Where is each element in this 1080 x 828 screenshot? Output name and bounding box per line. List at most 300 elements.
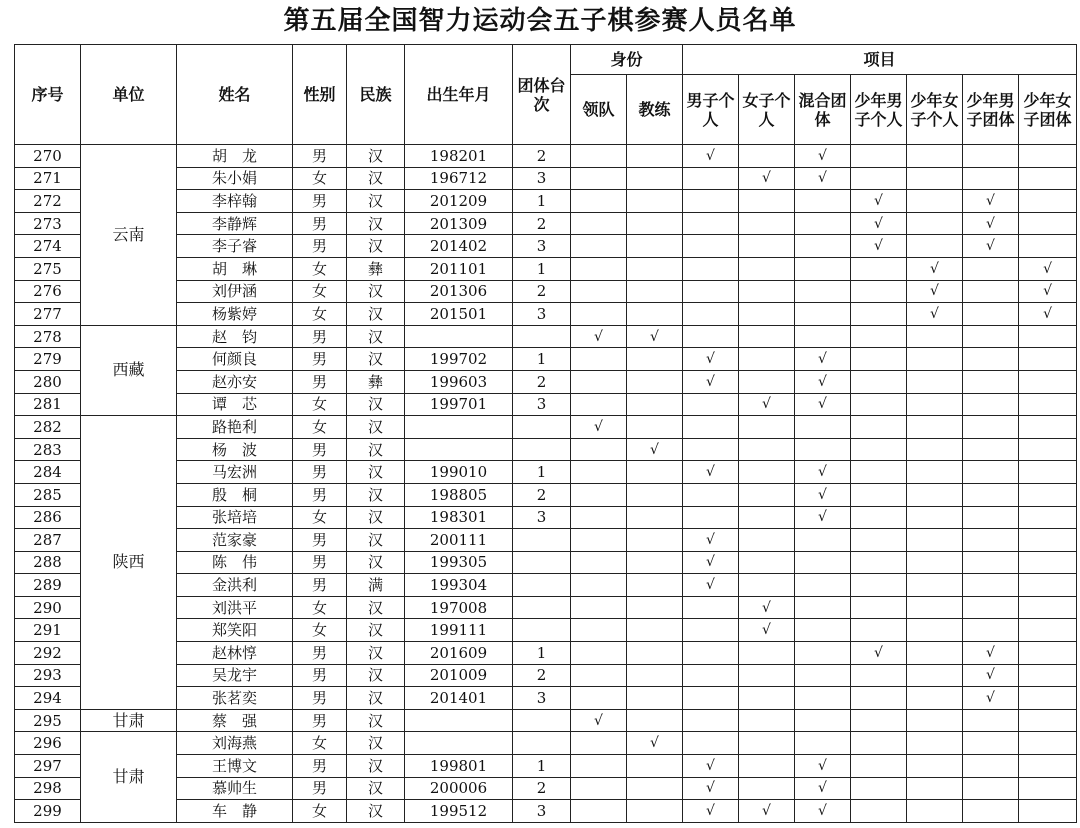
ethnicity-cell: 汉 xyxy=(347,642,405,665)
empty-cell xyxy=(683,709,739,732)
unit-cell: 甘肃 xyxy=(81,732,177,822)
empty-cell xyxy=(627,777,683,800)
seq-cell: 299 xyxy=(15,800,81,823)
name-cell: 马宏洲 xyxy=(177,461,293,484)
seq-cell: 282 xyxy=(15,416,81,439)
empty-cell xyxy=(739,709,795,732)
ethnicity-cell: 汉 xyxy=(347,325,405,348)
team-board-cell: 2 xyxy=(513,664,571,687)
unit-cell: 云南 xyxy=(81,145,177,326)
empty-cell xyxy=(963,483,1019,506)
gender-cell: 女 xyxy=(293,303,347,326)
empty-cell xyxy=(739,732,795,755)
empty-cell xyxy=(571,596,627,619)
empty-cell xyxy=(571,280,627,303)
unit-cell: 西藏 xyxy=(81,325,177,415)
birth-cell: 197008 xyxy=(405,596,513,619)
empty-cell xyxy=(627,370,683,393)
empty-cell xyxy=(907,551,963,574)
empty-cell xyxy=(851,257,907,280)
name-cell: 王博文 xyxy=(177,755,293,778)
birth-cell: 200111 xyxy=(405,529,513,552)
empty-cell xyxy=(683,416,739,439)
empty-cell xyxy=(907,642,963,665)
check-mark: √ xyxy=(795,800,851,823)
team-board-cell xyxy=(513,529,571,552)
empty-cell xyxy=(1019,642,1077,665)
empty-cell xyxy=(627,145,683,168)
check-mark: √ xyxy=(963,235,1019,258)
team-board-cell xyxy=(513,551,571,574)
gender-cell: 男 xyxy=(293,212,347,235)
empty-cell xyxy=(627,167,683,190)
birth-cell: 201501 xyxy=(405,303,513,326)
empty-cell xyxy=(571,370,627,393)
team-board-cell xyxy=(513,709,571,732)
empty-cell xyxy=(1019,325,1077,348)
name-cell: 郑笑阳 xyxy=(177,619,293,642)
empty-cell xyxy=(907,370,963,393)
team-board-cell xyxy=(513,325,571,348)
empty-cell xyxy=(963,416,1019,439)
team-board-cell: 2 xyxy=(513,483,571,506)
check-mark: √ xyxy=(795,755,851,778)
check-mark: √ xyxy=(683,529,739,552)
empty-cell xyxy=(627,348,683,371)
empty-cell xyxy=(1019,619,1077,642)
empty-cell xyxy=(627,574,683,597)
team-board-cell: 2 xyxy=(513,370,571,393)
team-board-cell: 2 xyxy=(513,777,571,800)
gender-cell: 女 xyxy=(293,257,347,280)
name-cell: 李静辉 xyxy=(177,212,293,235)
empty-cell xyxy=(571,348,627,371)
empty-cell xyxy=(683,235,739,258)
check-mark: √ xyxy=(627,325,683,348)
empty-cell xyxy=(795,257,851,280)
empty-cell xyxy=(851,777,907,800)
empty-cell xyxy=(739,664,795,687)
empty-cell xyxy=(627,596,683,619)
empty-cell xyxy=(907,619,963,642)
header-coach: 教练 xyxy=(627,75,683,145)
check-mark: √ xyxy=(683,370,739,393)
empty-cell xyxy=(571,800,627,823)
empty-cell xyxy=(627,393,683,416)
birth-cell: 200006 xyxy=(405,777,513,800)
birth-cell: 201101 xyxy=(405,257,513,280)
empty-cell xyxy=(795,529,851,552)
empty-cell xyxy=(627,709,683,732)
empty-cell xyxy=(739,642,795,665)
ethnicity-cell: 彝 xyxy=(347,370,405,393)
empty-cell xyxy=(795,235,851,258)
empty-cell xyxy=(1019,438,1077,461)
empty-cell xyxy=(1019,167,1077,190)
empty-cell xyxy=(907,506,963,529)
header-women-individual: 女子个人 xyxy=(739,75,795,145)
header-leader: 领队 xyxy=(571,75,627,145)
gender-cell: 女 xyxy=(293,800,347,823)
team-board-cell: 3 xyxy=(513,800,571,823)
empty-cell xyxy=(963,461,1019,484)
empty-cell xyxy=(851,416,907,439)
empty-cell xyxy=(851,755,907,778)
team-board-cell: 2 xyxy=(513,280,571,303)
empty-cell xyxy=(963,145,1019,168)
empty-cell xyxy=(963,370,1019,393)
name-cell: 胡 琳 xyxy=(177,257,293,280)
empty-cell xyxy=(739,529,795,552)
empty-cell xyxy=(1019,574,1077,597)
check-mark: √ xyxy=(683,574,739,597)
empty-cell xyxy=(907,709,963,732)
empty-cell xyxy=(795,438,851,461)
empty-cell xyxy=(627,483,683,506)
seq-cell: 285 xyxy=(15,483,81,506)
team-board-cell xyxy=(513,438,571,461)
roster-body xyxy=(15,145,1077,823)
team-board-cell xyxy=(513,619,571,642)
empty-cell xyxy=(683,257,739,280)
empty-cell xyxy=(795,190,851,213)
check-mark: √ xyxy=(683,348,739,371)
seq-cell: 284 xyxy=(15,461,81,484)
empty-cell xyxy=(963,348,1019,371)
check-mark: √ xyxy=(795,393,851,416)
birth-cell: 201009 xyxy=(405,664,513,687)
team-board-cell: 3 xyxy=(513,303,571,326)
empty-cell xyxy=(739,212,795,235)
gender-cell: 男 xyxy=(293,461,347,484)
empty-cell xyxy=(907,145,963,168)
empty-cell xyxy=(851,529,907,552)
empty-cell xyxy=(1019,687,1077,710)
seq-cell: 279 xyxy=(15,348,81,371)
empty-cell xyxy=(963,755,1019,778)
check-mark: √ xyxy=(683,755,739,778)
empty-cell xyxy=(963,303,1019,326)
empty-cell xyxy=(739,483,795,506)
empty-cell xyxy=(571,777,627,800)
gender-cell: 男 xyxy=(293,325,347,348)
birth-cell: 199111 xyxy=(405,619,513,642)
roster-table xyxy=(14,44,1077,823)
seq-cell: 281 xyxy=(15,393,81,416)
gender-cell: 男 xyxy=(293,145,347,168)
seq-cell: 293 xyxy=(15,664,81,687)
empty-cell xyxy=(907,596,963,619)
empty-cell xyxy=(851,461,907,484)
name-cell: 路艳利 xyxy=(177,416,293,439)
empty-cell xyxy=(627,416,683,439)
check-mark: √ xyxy=(739,393,795,416)
check-mark: √ xyxy=(963,642,1019,665)
empty-cell xyxy=(739,551,795,574)
empty-cell xyxy=(907,325,963,348)
birth-cell: 199305 xyxy=(405,551,513,574)
empty-cell xyxy=(683,619,739,642)
empty-cell xyxy=(1019,393,1077,416)
empty-cell xyxy=(739,348,795,371)
ethnicity-cell: 汉 xyxy=(347,348,405,371)
empty-cell xyxy=(795,642,851,665)
empty-cell xyxy=(963,438,1019,461)
empty-cell xyxy=(571,529,627,552)
name-cell: 张培培 xyxy=(177,506,293,529)
empty-cell xyxy=(571,642,627,665)
birth-cell: 201209 xyxy=(405,190,513,213)
empty-cell xyxy=(963,732,1019,755)
name-cell: 慕帅生 xyxy=(177,777,293,800)
team-board-cell: 2 xyxy=(513,145,571,168)
empty-cell xyxy=(1019,348,1077,371)
seq-cell: 272 xyxy=(15,190,81,213)
empty-cell xyxy=(1019,212,1077,235)
empty-cell xyxy=(683,664,739,687)
empty-cell xyxy=(571,551,627,574)
check-mark: √ xyxy=(739,619,795,642)
empty-cell xyxy=(963,709,1019,732)
empty-cell xyxy=(571,732,627,755)
gender-cell: 男 xyxy=(293,370,347,393)
check-mark: √ xyxy=(851,212,907,235)
empty-cell xyxy=(1019,416,1077,439)
empty-cell xyxy=(683,732,739,755)
check-mark: √ xyxy=(739,596,795,619)
name-cell: 刘海燕 xyxy=(177,732,293,755)
empty-cell xyxy=(627,642,683,665)
birth-cell: 198201 xyxy=(405,145,513,168)
empty-cell xyxy=(683,642,739,665)
birth-cell: 198805 xyxy=(405,483,513,506)
empty-cell xyxy=(851,280,907,303)
check-mark: √ xyxy=(963,687,1019,710)
empty-cell xyxy=(627,529,683,552)
gender-cell: 男 xyxy=(293,438,347,461)
seq-cell: 287 xyxy=(15,529,81,552)
empty-cell xyxy=(1019,235,1077,258)
header-birth: 出生年月 xyxy=(405,45,513,145)
empty-cell xyxy=(627,687,683,710)
empty-cell xyxy=(683,280,739,303)
empty-cell xyxy=(907,483,963,506)
empty-cell xyxy=(1019,800,1077,823)
empty-cell xyxy=(683,438,739,461)
empty-cell xyxy=(851,709,907,732)
team-board-cell: 3 xyxy=(513,167,571,190)
empty-cell xyxy=(851,370,907,393)
empty-cell xyxy=(1019,483,1077,506)
header-ethnicity: 民族 xyxy=(347,45,405,145)
empty-cell xyxy=(627,212,683,235)
birth-cell: 199010 xyxy=(405,461,513,484)
seq-cell: 290 xyxy=(15,596,81,619)
empty-cell xyxy=(795,687,851,710)
team-board-cell: 1 xyxy=(513,755,571,778)
empty-cell xyxy=(963,506,1019,529)
check-mark: √ xyxy=(571,325,627,348)
team-board-cell: 2 xyxy=(513,212,571,235)
empty-cell xyxy=(907,664,963,687)
empty-cell xyxy=(907,190,963,213)
empty-cell xyxy=(851,303,907,326)
empty-cell xyxy=(739,280,795,303)
gender-cell: 女 xyxy=(293,393,347,416)
empty-cell xyxy=(963,777,1019,800)
empty-cell xyxy=(851,393,907,416)
empty-cell xyxy=(851,145,907,168)
empty-cell xyxy=(571,438,627,461)
empty-cell xyxy=(963,529,1019,552)
empty-cell xyxy=(1019,529,1077,552)
empty-cell xyxy=(907,755,963,778)
name-cell: 何颜良 xyxy=(177,348,293,371)
empty-cell xyxy=(571,664,627,687)
ethnicity-cell: 汉 xyxy=(347,235,405,258)
empty-cell xyxy=(795,280,851,303)
empty-cell xyxy=(571,190,627,213)
empty-cell xyxy=(627,551,683,574)
name-cell: 范家豪 xyxy=(177,529,293,552)
header-men-individual: 男子个人 xyxy=(683,75,739,145)
check-mark: √ xyxy=(795,167,851,190)
birth-cell: 201401 xyxy=(405,687,513,710)
empty-cell xyxy=(795,574,851,597)
birth-cell xyxy=(405,325,513,348)
birth-cell: 199701 xyxy=(405,393,513,416)
check-mark: √ xyxy=(571,709,627,732)
check-mark: √ xyxy=(739,167,795,190)
gender-cell: 男 xyxy=(293,348,347,371)
empty-cell xyxy=(851,325,907,348)
empty-cell xyxy=(795,325,851,348)
seq-cell: 270 xyxy=(15,145,81,168)
check-mark: √ xyxy=(907,303,963,326)
check-mark: √ xyxy=(795,348,851,371)
empty-cell xyxy=(1019,777,1077,800)
team-board-cell xyxy=(513,596,571,619)
check-mark: √ xyxy=(851,642,907,665)
header-youth-women-individual: 少年女子个人 xyxy=(907,75,963,145)
name-cell: 杨紫婷 xyxy=(177,303,293,326)
empty-cell xyxy=(739,303,795,326)
ethnicity-cell: 汉 xyxy=(347,664,405,687)
empty-cell xyxy=(907,574,963,597)
ethnicity-cell: 汉 xyxy=(347,280,405,303)
empty-cell xyxy=(683,506,739,529)
empty-cell xyxy=(683,596,739,619)
empty-cell xyxy=(739,461,795,484)
gender-cell: 男 xyxy=(293,709,347,732)
seq-cell: 278 xyxy=(15,325,81,348)
empty-cell xyxy=(963,393,1019,416)
empty-cell xyxy=(683,167,739,190)
empty-cell xyxy=(571,755,627,778)
empty-cell xyxy=(851,596,907,619)
empty-cell xyxy=(683,483,739,506)
check-mark: √ xyxy=(795,483,851,506)
empty-cell xyxy=(963,596,1019,619)
empty-cell xyxy=(907,777,963,800)
check-mark: √ xyxy=(571,416,627,439)
team-board-cell: 1 xyxy=(513,348,571,371)
seq-cell: 297 xyxy=(15,755,81,778)
empty-cell xyxy=(739,325,795,348)
seq-cell: 292 xyxy=(15,642,81,665)
ethnicity-cell: 汉 xyxy=(347,551,405,574)
empty-cell xyxy=(627,190,683,213)
empty-cell xyxy=(795,551,851,574)
header-seq: 序号 xyxy=(15,45,81,145)
check-mark: √ xyxy=(907,257,963,280)
ethnicity-cell: 汉 xyxy=(347,687,405,710)
seq-cell: 289 xyxy=(15,574,81,597)
empty-cell xyxy=(851,574,907,597)
empty-cell xyxy=(627,235,683,258)
ethnicity-cell: 汉 xyxy=(347,167,405,190)
empty-cell xyxy=(571,574,627,597)
empty-cell xyxy=(1019,551,1077,574)
empty-cell xyxy=(739,257,795,280)
empty-cell xyxy=(571,167,627,190)
team-board-cell: 1 xyxy=(513,461,571,484)
name-cell: 赵 钧 xyxy=(177,325,293,348)
empty-cell xyxy=(739,574,795,597)
ethnicity-cell: 汉 xyxy=(347,596,405,619)
empty-cell xyxy=(739,416,795,439)
empty-cell xyxy=(571,145,627,168)
birth-cell: 198301 xyxy=(405,506,513,529)
ethnicity-cell: 汉 xyxy=(347,190,405,213)
empty-cell xyxy=(795,664,851,687)
seq-cell: 295 xyxy=(15,709,81,732)
ethnicity-cell: 汉 xyxy=(347,303,405,326)
ethnicity-cell: 汉 xyxy=(347,461,405,484)
empty-cell xyxy=(571,619,627,642)
seq-cell: 286 xyxy=(15,506,81,529)
name-cell: 胡 龙 xyxy=(177,145,293,168)
team-board-cell: 3 xyxy=(513,235,571,258)
name-cell: 赵亦安 xyxy=(177,370,293,393)
birth-cell: 199702 xyxy=(405,348,513,371)
empty-cell xyxy=(1019,732,1077,755)
check-mark: √ xyxy=(795,145,851,168)
empty-cell xyxy=(739,777,795,800)
table-row xyxy=(15,145,1077,168)
empty-cell xyxy=(1019,145,1077,168)
ethnicity-cell: 彝 xyxy=(347,257,405,280)
check-mark: √ xyxy=(795,370,851,393)
birth-cell: 201309 xyxy=(405,212,513,235)
ethnicity-cell: 汉 xyxy=(347,438,405,461)
check-mark: √ xyxy=(739,800,795,823)
empty-cell xyxy=(963,280,1019,303)
birth-cell: 199304 xyxy=(405,574,513,597)
empty-cell xyxy=(683,212,739,235)
check-mark: √ xyxy=(907,280,963,303)
seq-cell: 296 xyxy=(15,732,81,755)
birth-cell: 196712 xyxy=(405,167,513,190)
ethnicity-cell: 汉 xyxy=(347,529,405,552)
empty-cell xyxy=(963,257,1019,280)
check-mark: √ xyxy=(1019,303,1077,326)
seq-cell: 288 xyxy=(15,551,81,574)
gender-cell: 男 xyxy=(293,755,347,778)
check-mark: √ xyxy=(963,212,1019,235)
gender-cell: 男 xyxy=(293,574,347,597)
empty-cell xyxy=(627,755,683,778)
